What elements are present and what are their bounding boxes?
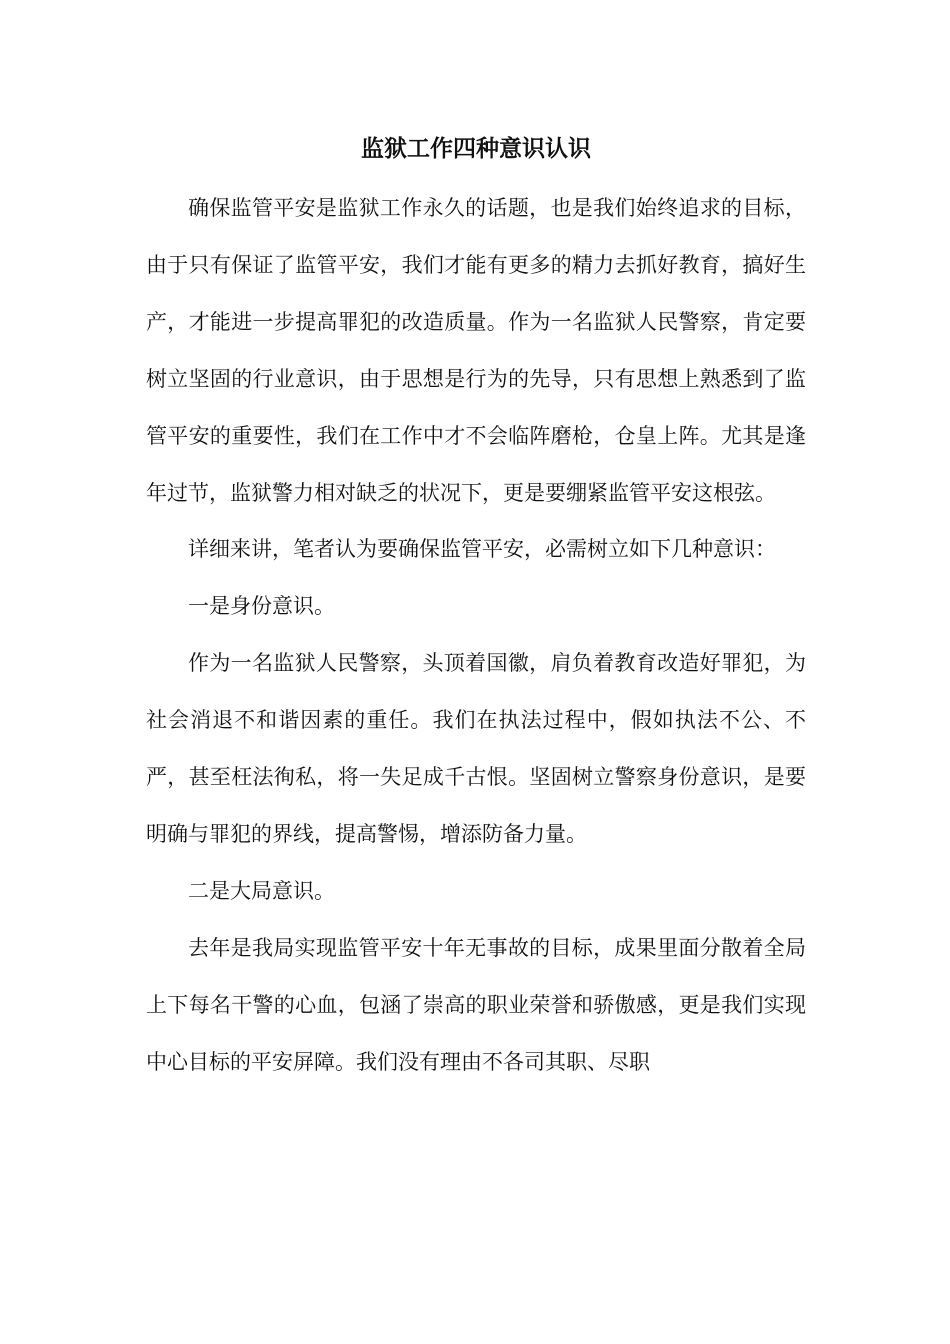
paragraph-big-picture: 去年是我局实现监管平安十年无事故的目标，成果里面分散着全局上下每名干警的心血，包涵了崇高的职业荣誉和骄傲感，更是我们实现中心目标的平安屏障。我们没有理由不各司其职、尽职 [146,935,806,1074]
document-title: 监狱工作四种意识认识 [361,135,591,162]
paragraph-intro: 确保监管平安是监狱工作永久的话题，也是我们始终追求的目标，由于只有保证了监管平安，我们才能有更多的精力去抓好教育，搞好生产，才能进一步提高罪犯的改造质量。作为一名监狱人民警察，肯定要树立坚固的行业意识，由于思想是行为的先导，只有思想上熟悉到了监管平安的重要性，我们在工作中才不会临阵磨枪，仓皇上阵。尤其是逢年过节，监狱警力相对缺乏的状况下，更是要绷紧监管平安这根弦。 [146,196,806,505]
section-heading-big-picture: 二是大局意识。 [188,878,335,903]
section-heading-identity: 一是身份意识。 [188,594,335,619]
document-page [146,118,806,1091]
paragraph-identity: 作为一名监狱人民警察，头顶着国徽，肩负着教育改造好罪犯，为社会消退不和谐因素的重任。我们在执法过程中，假如执法不公、不严，甚至枉法徇私，将一失足成千古恨。坚固树立警察身份意识，是要明确与罪犯的界线，提高警惕，增添防备力量。 [146,651,806,846]
paragraph-overview: 详细来讲，笔者认为要确保监管平安，必需树立如下几种意识： [188,537,776,562]
